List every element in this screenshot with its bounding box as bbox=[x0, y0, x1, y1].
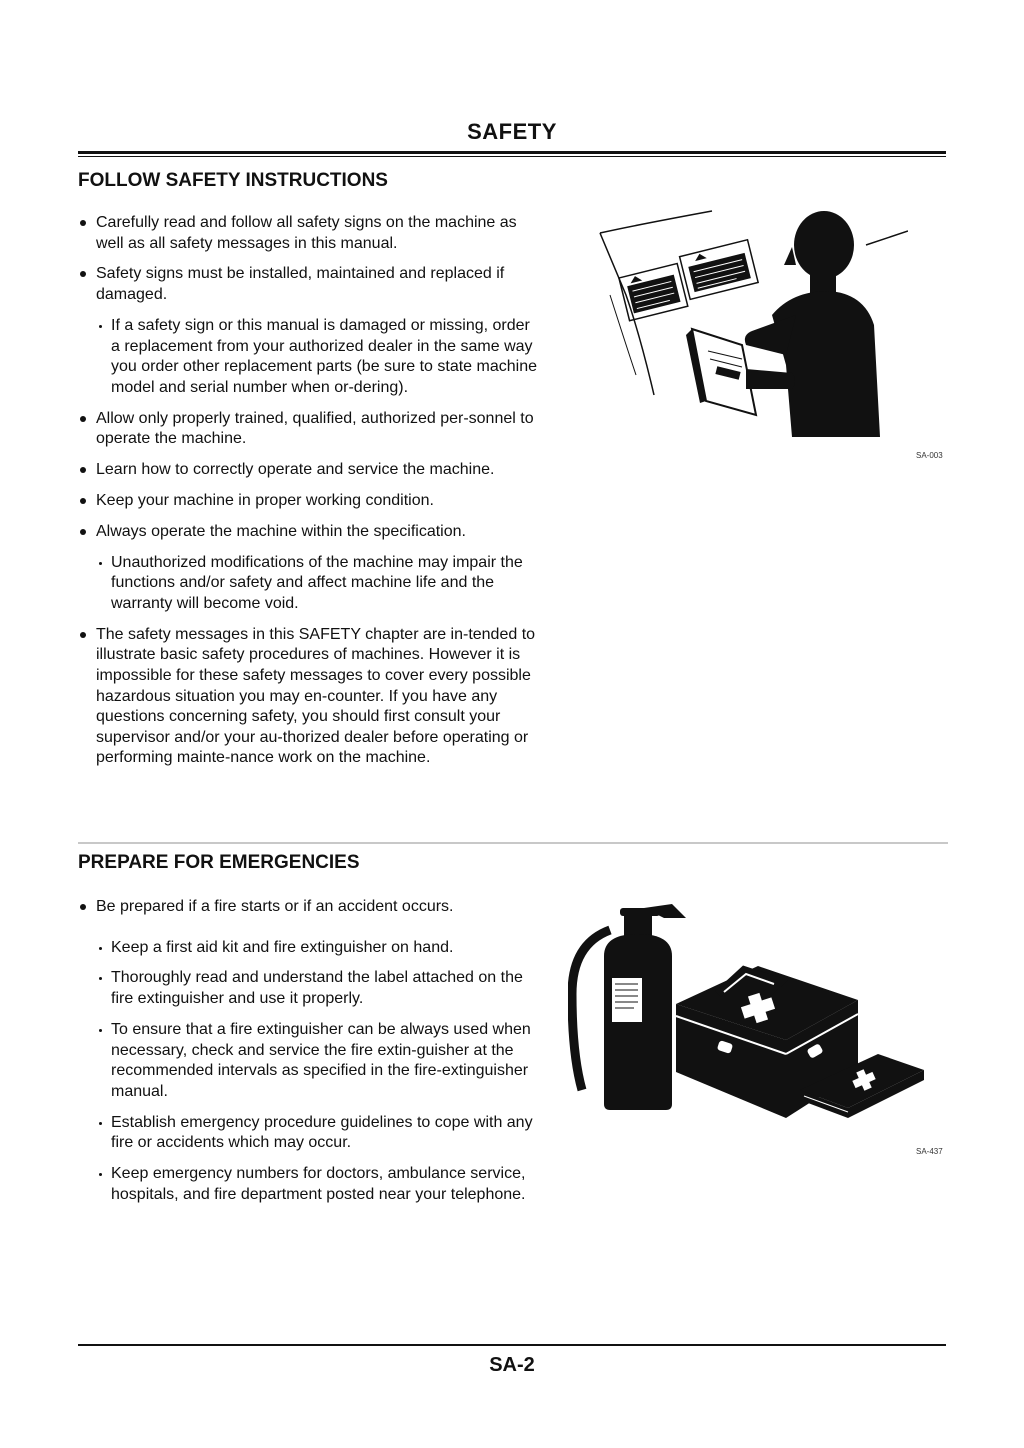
list-item: If a safety sign or this manual is damaged or missing, order a replacement from your authorized dealer in the same way you order other replacement parts (be sure to state machine model and serial number when or-dering). bbox=[78, 316, 538, 398]
section1-list bbox=[78, 213, 538, 779]
figure-label: SA-437 bbox=[916, 1147, 943, 1156]
section2-list bbox=[78, 897, 538, 1216]
list-item: Learn how to correctly operate and service the machine. bbox=[78, 460, 538, 481]
section-heading-follow-safety: FOLLOW SAFETY INSTRUCTIONS bbox=[78, 170, 388, 191]
list-item: Carefully read and follow all safety signs on the machine as well as all safety messages in this manual. bbox=[78, 213, 538, 254]
fire-extinguisher-first-aid-kit-icon bbox=[568, 904, 924, 1124]
footer-rule bbox=[78, 1344, 946, 1346]
section-divider bbox=[78, 842, 948, 844]
list-item: To ensure that a fire extinguisher can be always used when necessary, check and service the fire extin-guisher at the recommended intervals as specified in the fire-extinguisher manual. bbox=[78, 1020, 538, 1102]
list-item: Keep a first aid kit and fire extinguisher on hand. bbox=[78, 938, 538, 959]
figure-label: SA-003 bbox=[916, 451, 943, 460]
list-item: The safety messages in this SAFETY chapter are in-tended to illustrate basic safety procedures of machines. However it is impossible for these safety messages to cover every possible hazardous situation you may en-counter. If you have any questions concerning safety, you should first consult your supervisor and/or your au-thorized dealer before operating or performing mainte-nance work on the machine. bbox=[78, 625, 538, 769]
list-item: Always operate the machine within the specification. bbox=[78, 522, 538, 543]
list-item: Be prepared if a fire starts or if an accident occurs. bbox=[78, 897, 538, 918]
header-rule-thin bbox=[78, 156, 946, 157]
list-item: Unauthorized modifications of the machine may impair the functions and/or safety and affect machine life and the warranty will become void. bbox=[78, 553, 538, 615]
page-title: SAFETY bbox=[467, 119, 557, 144]
section-heading-prepare-emergencies: PREPARE FOR EMERGENCIES bbox=[78, 852, 360, 873]
list-item: Allow only properly trained, qualified, authorized per-sonnel to operate the machine. bbox=[78, 409, 538, 450]
header-rule-thick bbox=[78, 151, 946, 154]
person-reading-manual-icon bbox=[596, 205, 908, 437]
list-item: Keep your machine in proper working condition. bbox=[78, 491, 538, 512]
list-item: Keep emergency numbers for doctors, ambulance service, hospitals, and fire department posted near your telephone. bbox=[78, 1164, 538, 1205]
list-item: Thoroughly read and understand the label attached on the fire extinguisher and use it properly. bbox=[78, 968, 538, 1009]
list-item: Safety signs must be installed, maintained and replaced if damaged. bbox=[78, 264, 538, 305]
list-item: Establish emergency procedure guidelines to cope with any fire or accidents which may occur. bbox=[78, 1113, 538, 1154]
page-number: SA-2 bbox=[489, 1354, 535, 1376]
